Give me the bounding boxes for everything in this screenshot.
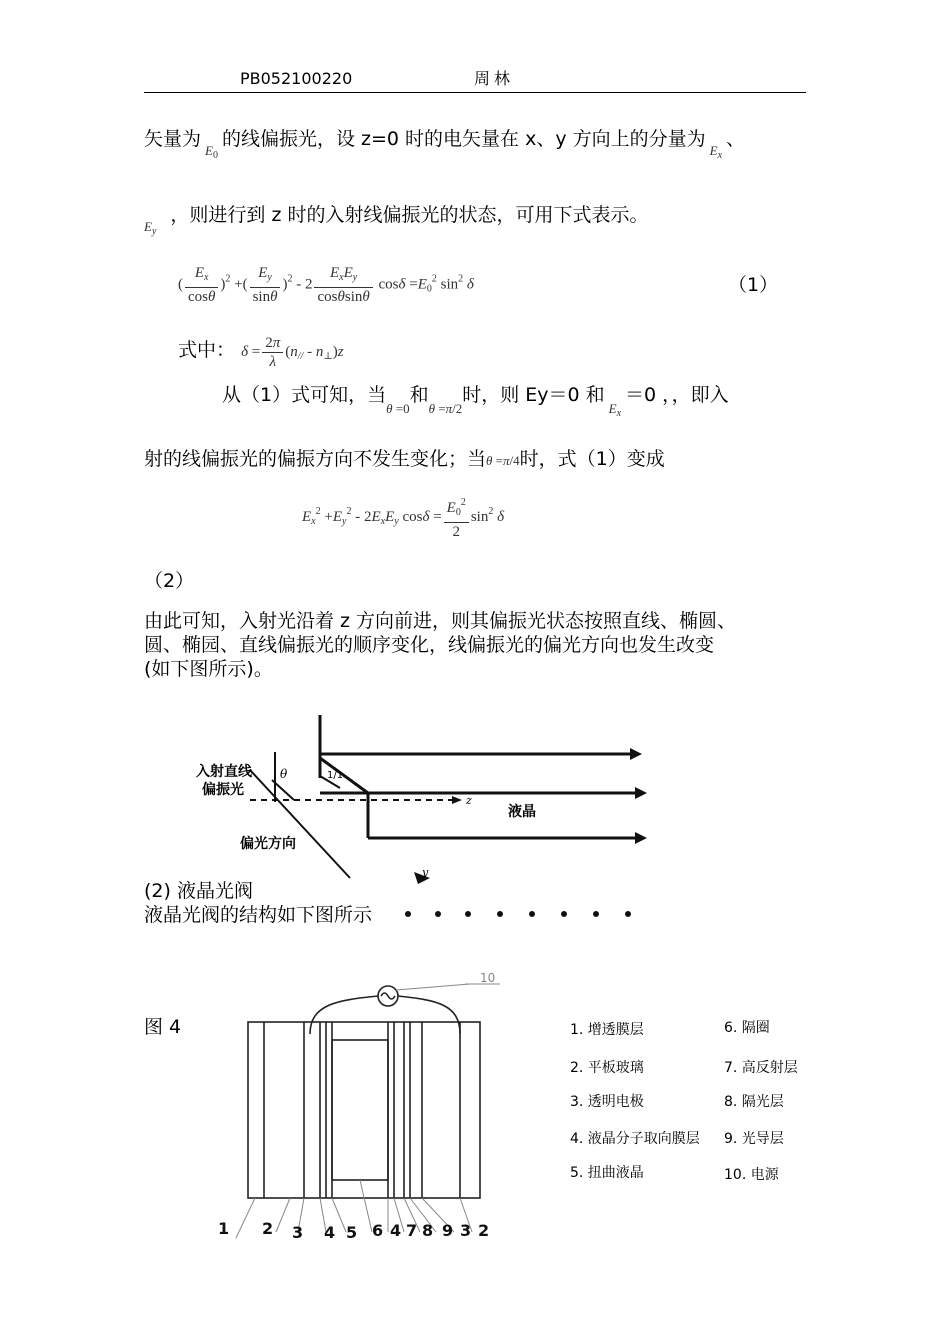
math-Ex-2: Ex bbox=[608, 401, 622, 419]
math-Ey: Ey bbox=[144, 219, 157, 237]
label-incident-line-2: 偏振光 bbox=[202, 782, 244, 798]
label-y-axis: y bbox=[422, 866, 429, 879]
part-number: 4 bbox=[324, 1223, 336, 1242]
part-number: 1 bbox=[218, 1219, 230, 1238]
figure-lc-valve-structure bbox=[210, 960, 510, 1250]
math-theta-zero: θ =0 bbox=[386, 401, 410, 416]
paragraph-2-line-2 bbox=[144, 448, 665, 472]
part-number: 5 bbox=[346, 1223, 358, 1242]
paragraph-3-line-3: (如下图所示)。 bbox=[144, 658, 273, 680]
legend-item: 5. 扭曲液晶 bbox=[570, 1165, 644, 1181]
twisted-lc-region bbox=[332, 1040, 388, 1180]
equation-1-number: （1） bbox=[728, 274, 779, 296]
label-z-axis: z bbox=[466, 794, 472, 807]
text-fragment: 时，则 Ey＝0 和 bbox=[462, 384, 605, 406]
paragraph-2-line-1 bbox=[222, 384, 729, 425]
text-fragment: 时，式（1）变成 bbox=[519, 448, 665, 470]
equation-2-number: （2） bbox=[144, 570, 195, 592]
math-theta-half-pi: θ =π/2 bbox=[428, 401, 463, 416]
legend-item: 3. 透明电极 bbox=[570, 1094, 644, 1110]
part-number: 2 bbox=[478, 1221, 490, 1240]
paragraph-1-line-2 bbox=[144, 204, 648, 243]
figure-4-label: 图 4 bbox=[144, 1016, 182, 1038]
text-fragment: 、 bbox=[726, 128, 746, 150]
part-number: 6 bbox=[372, 1221, 384, 1240]
label-theta: θ bbox=[280, 767, 288, 781]
math-E0: E0 bbox=[205, 143, 218, 161]
legend-item: 2. 平板玻璃 bbox=[570, 1060, 644, 1076]
valve-outer-frame bbox=[248, 1022, 480, 1198]
header-author-name: 周林 bbox=[474, 69, 515, 88]
legend-item: 9. 光导层 bbox=[724, 1131, 784, 1147]
legend-item: 1. 增透膜层 bbox=[570, 1022, 644, 1038]
equation-1: ( $\frac{E_x}{\cos\theta}$ )$^2$ +( $\frac{E_y}{\sin\theta}$ )$^2$ - 2 $\frac{E_xE_y}{\cos\theta\sin\theta}$ $\cos\delta =E_0^2$ $\sin^2 \delta$ bbox=[178, 265, 474, 305]
legend-item: 10. 电源 bbox=[724, 1167, 779, 1183]
text-fragment: 从（1）式可知，当 bbox=[222, 384, 387, 406]
text-fragment: 矢量为 bbox=[144, 128, 202, 150]
math-Ex: Ex bbox=[709, 143, 723, 161]
part-number: 3 bbox=[292, 1223, 304, 1242]
legend-item: 8. 隔光层 bbox=[724, 1094, 784, 1110]
paragraph-3-line-2: 圆、椭园、直线偏振光的顺序变化，线偏振光的偏光方向也发生改变 bbox=[144, 634, 715, 656]
definition-line bbox=[178, 334, 344, 371]
legend-item: 7. 高反射层 bbox=[724, 1060, 798, 1076]
text-fragment: 射的线偏振光的偏振方向不发生变化；当 bbox=[144, 448, 487, 470]
part-number: 2 bbox=[262, 1219, 274, 1238]
label-polarization-direction: 偏光方向 bbox=[240, 836, 296, 852]
paragraph-3-line-1: 由此可知，入射光沿着 z 方向前进，则其偏振光状态按照直线、椭圆、 bbox=[144, 610, 737, 632]
header-student-id: PB052100220 bbox=[240, 69, 353, 88]
label-incident-line-1: 入射直线 bbox=[196, 764, 252, 780]
text-fragment: 和 bbox=[409, 384, 429, 406]
math-theta-quarter-pi: θ =π/4 bbox=[486, 453, 520, 468]
equation-2: $E_x^2 +E_y^2 - 2E_xE_y$ cosδ = $\frac{E_0^2}{2}$ $\sin^2 \delta$ bbox=[302, 494, 504, 541]
decorative-dot-row bbox=[400, 906, 640, 922]
math-delta-definition: δ = $\frac{2\pi}{\lambda}$ $(n_{//} - n_\perp)z$ bbox=[241, 335, 344, 370]
figure-polarization-diagram bbox=[190, 710, 650, 890]
part-number: 9 bbox=[442, 1221, 454, 1240]
text-fragment: ＝0 ，，即入 bbox=[625, 384, 729, 406]
y-axis-line bbox=[250, 770, 350, 878]
label-angle-marker: 1/1 bbox=[327, 770, 344, 781]
header-rule bbox=[144, 92, 806, 93]
part-number: 3 bbox=[460, 1221, 472, 1240]
legend-item: 4. 液晶分子取向膜层 bbox=[570, 1131, 700, 1147]
label-liquid-crystal: 液晶 bbox=[508, 804, 536, 820]
paragraph-1-line-1 bbox=[144, 128, 745, 167]
section-title-lc-light-valve: (2) 液晶光阀 bbox=[144, 880, 253, 902]
part-number: 8 bbox=[422, 1221, 434, 1240]
section-intro: 液晶光阀的结构如下图所示 bbox=[144, 904, 373, 926]
power-wire-right bbox=[398, 996, 460, 1034]
definition-label: 式中： bbox=[178, 338, 236, 361]
legend-item: 6. 隔圈 bbox=[724, 1020, 770, 1036]
text-fragment: ，则进行到 z 时的入射线偏振光的状态，可用下式表示。 bbox=[170, 204, 649, 226]
part-number: 4 bbox=[390, 1221, 402, 1240]
callout-10-label: 10 bbox=[480, 971, 496, 985]
text-fragment: 的线偏振光，设 z=0 时的电矢量在 x、y 方向上的分量为 bbox=[221, 128, 706, 150]
part-number: 7 bbox=[406, 1221, 418, 1240]
